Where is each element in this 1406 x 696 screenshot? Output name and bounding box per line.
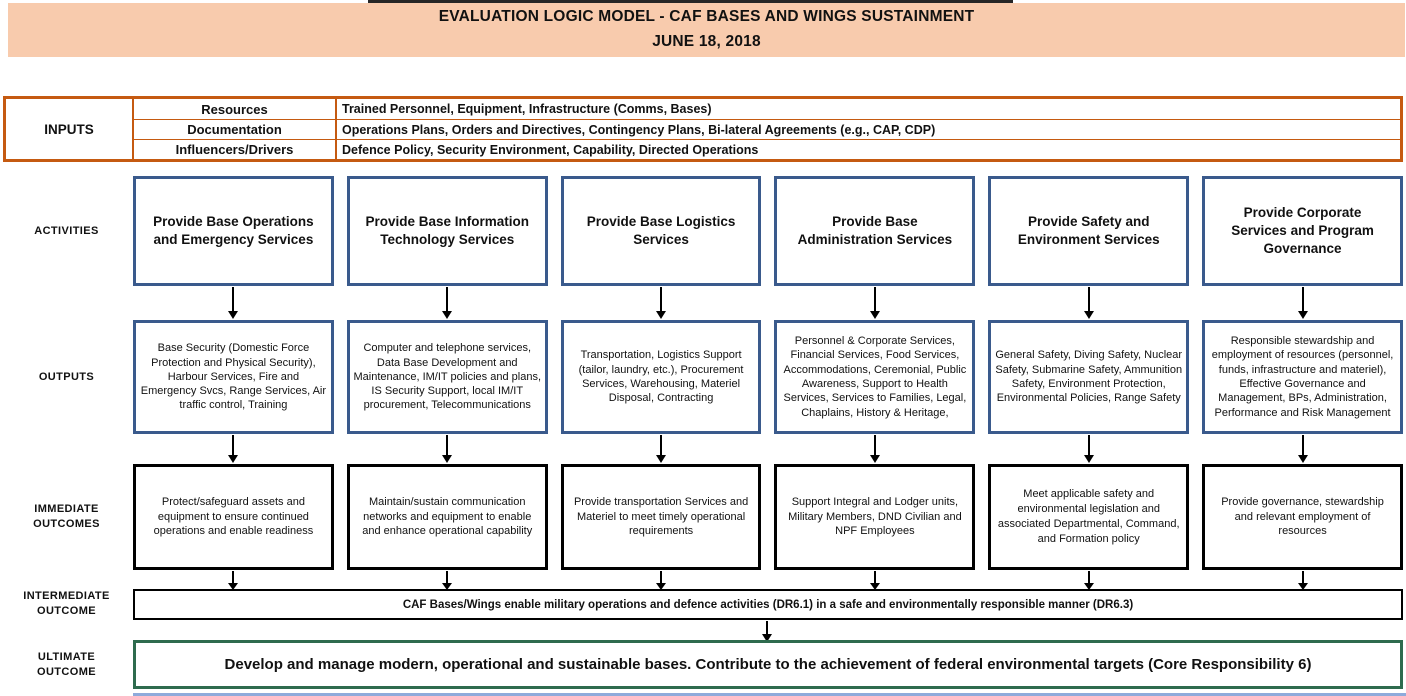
page-subtitle-date: JUNE 18, 2018 — [652, 33, 761, 50]
down-arrow-icon — [988, 571, 1189, 590]
inputs-value-resources: Trained Personnel, Equipment, Infrastructure (Comms, Bases) — [342, 102, 712, 116]
down-arrow-icon — [988, 287, 1189, 319]
outputs-row — [133, 320, 1403, 434]
immediate-outcome-box-safety-legislation: Meet applicable safety and environmental legislation and associated Departmental, Command, and Formation policy — [988, 464, 1189, 570]
down-arrow-icon — [347, 435, 548, 463]
down-arrow-icon — [1202, 571, 1403, 590]
activities-to-outputs-arrows — [133, 287, 1403, 319]
down-arrow-icon — [133, 435, 334, 463]
down-arrow-icon — [347, 571, 548, 590]
output-box-base-operations: Base Security (Domestic Force Protection and Physical Security), Harbour Services, Fire and Emergency Svcs, Range Services, Air traffic control, Training — [133, 320, 334, 434]
immediate-outcome-box-protect-assets: Protect/safeguard assets and equipment to ensure continued operations and enable readiness — [133, 464, 334, 570]
ultimate-outcome-bar: Develop and manage modern, operational and sustainable bases. Contribute to the achievement of federal environmental targets (Core Responsibility 6) — [133, 640, 1403, 689]
inputs-table — [3, 96, 1403, 162]
activity-box-logistics: Provide Base Logistics Services — [561, 176, 762, 286]
ultimate-outcome-row-label: ULTIMATE OUTCOME — [36, 651, 97, 678]
output-box-administration: Personnel & Corporate Services, Financial Services, Food Services, Accommodations, Ceremonial, Public Awareness, Support to Health Services, Services to Families, Legal, Chaplains, History & Heritage, — [774, 320, 975, 434]
activity-box-administration: Provide Base Administration Services — [774, 176, 975, 286]
immediate-outcome-box-support-units: Support Integral and Lodger units, Military Members, DND Civilian and NPF Employees — [774, 464, 975, 570]
down-arrow-icon — [766, 621, 768, 634]
inputs-category-documentation: Documentation — [134, 119, 337, 139]
intermediate-to-ultimate-arrow — [762, 621, 772, 642]
immediate-outcome-box-governance: Provide governance, stewardship and relevant employment of resources — [1202, 464, 1403, 570]
immediate-outcome-box-communication-networks: Maintain/sustain communication networks and equipment to enable and enhance operational capability — [347, 464, 548, 570]
output-box-information-technology: Computer and telephone services, Data Base Development and Maintenance, IM/IT policies and plans, IS Security Support, local IM/IT procurement, Telecommunications — [347, 320, 548, 434]
down-arrow-icon — [133, 571, 334, 590]
immediate-outcome-box-transportation: Provide transportation Services and Materiel to meet timely operational requirements — [561, 464, 762, 570]
immediate-to-intermediate-arrows — [133, 571, 1403, 590]
intermediate-outcome-row-label: INTERMEDIATE OUTCOME — [23, 590, 110, 617]
down-arrow-icon — [774, 571, 975, 590]
activity-box-base-operations: Provide Base Operations and Emergency Services — [133, 176, 334, 286]
output-box-corporate-governance: Responsible stewardship and employment of resources (personnel, funds, infrastructure and materiel), Effective Governance and Management, BPs, Administration, Performance and Risk Management — [1202, 320, 1403, 434]
outputs-to-immediate-arrows — [133, 435, 1403, 463]
down-arrow-icon — [561, 571, 762, 590]
down-arrow-icon — [347, 287, 548, 319]
inputs-label: INPUTS — [6, 99, 134, 159]
activities-row-label: ACTIVITIES — [34, 224, 99, 237]
output-box-safety-environment: General Safety, Diving Safety, Nuclear Safety, Submarine Safety, Ammunition Safety, Environment Protection, Environmental Policies, Range Safety — [988, 320, 1189, 434]
activities-row — [133, 176, 1403, 286]
down-arrow-icon — [561, 287, 762, 319]
down-arrow-icon — [133, 287, 334, 319]
down-arrow-icon — [988, 435, 1189, 463]
activity-box-safety-environment: Provide Safety and Environment Services — [988, 176, 1189, 286]
down-arrow-icon — [561, 435, 762, 463]
inputs-value-influencers: Defence Policy, Security Environment, Capability, Directed Operations — [337, 139, 1400, 159]
down-arrow-icon — [1202, 287, 1403, 319]
down-arrow-icon — [774, 435, 975, 463]
title-banner — [8, 3, 1405, 57]
activity-box-information-technology: Provide Base Information Technology Services — [347, 176, 548, 286]
inputs-value-documentation: Operations Plans, Orders and Directives, Contingency Plans, Bi-lateral Agreements (e.g., CAP, CDP) — [337, 119, 1400, 139]
immediate-outcomes-row — [133, 464, 1403, 570]
activity-box-corporate-governance: Provide Corporate Services and Program Governance — [1202, 176, 1403, 286]
down-arrow-icon — [1202, 435, 1403, 463]
intermediate-outcome-bar: CAF Bases/Wings enable military operations and defence activities (DR6.1) in a safe and environmentally responsible manner (DR6.3) — [133, 589, 1403, 620]
outputs-row-label: OUTPUTS — [38, 370, 95, 383]
inputs-category-influencers: Influencers/Drivers — [134, 139, 337, 159]
page-title: EVALUATION LOGIC MODEL - CAF BASES AND WINGS SUSTAINMENT — [438, 8, 975, 26]
inputs-category-resources: Resources — [134, 99, 337, 119]
immediate-outcomes-row-label: IMMEDIATE OUTCOMES — [33, 503, 100, 530]
output-box-logistics: Transportation, Logistics Support (tailor, laundry, etc.), Procurement Services, Warehousing, Materiel Disposal, Contracting — [561, 320, 762, 434]
down-arrow-icon — [774, 287, 975, 319]
